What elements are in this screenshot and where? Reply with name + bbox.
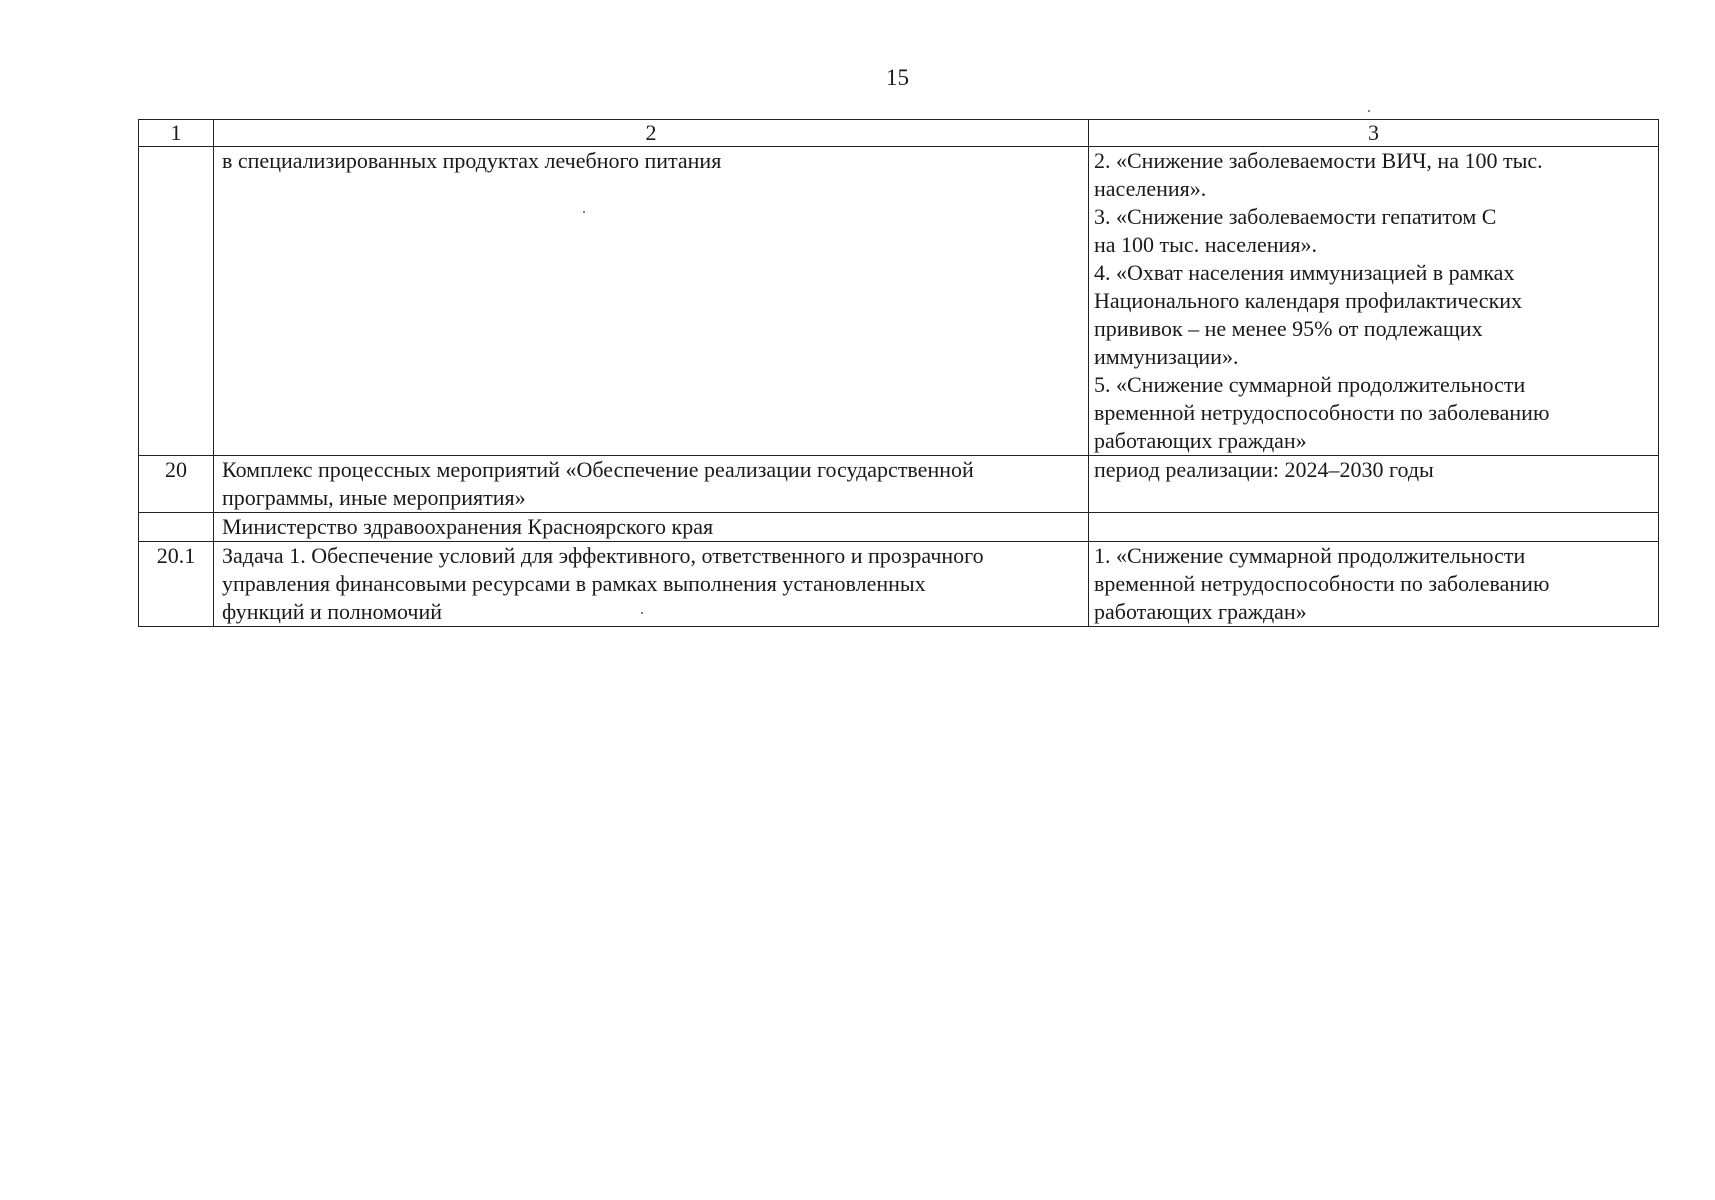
text-line: работающих граждан» (1094, 599, 1307, 624)
scan-speck (1368, 110, 1370, 112)
text-line: иммунизации». (1094, 344, 1239, 369)
text-line: Министерство здравоохранения Красноярского края (222, 514, 714, 539)
text-line: временной нетрудоспособности по заболеванию (1094, 400, 1550, 425)
row-description (214, 542, 1089, 627)
row-description (214, 513, 1089, 542)
text-line: 3. «Снижение заболеваемости гепатитом С (1094, 204, 1497, 229)
text-line: период реализации: 2024–2030 годы (1094, 457, 1434, 482)
page-number: 15 (886, 65, 909, 90)
header-col-1: 1 (139, 120, 214, 147)
text-line: Задача 1. Обеспечение условий для эффективного, ответственного и прозрачного (222, 543, 984, 568)
scan-speck (583, 211, 585, 213)
text-line: 2. «Снижение заболеваемости ВИЧ, на 100 тыс. (1094, 148, 1543, 173)
text-line: 1. «Снижение суммарной продолжительности (1094, 543, 1526, 568)
scan-speck (641, 612, 643, 614)
table-row (139, 513, 1659, 542)
text-line: программы, иные мероприятия» (222, 485, 526, 510)
text-line: прививок – не менее 95% от подлежащих (1094, 316, 1483, 341)
row-number (139, 147, 214, 456)
text-line: на 100 тыс. населения». (1094, 232, 1317, 257)
row-indicators (1089, 456, 1659, 513)
row-number (139, 513, 214, 542)
row-indicators (1089, 147, 1659, 456)
text-line: функций и полномочий (222, 599, 443, 624)
row-indicators (1089, 513, 1659, 542)
header-col-2: 2 (214, 120, 1089, 147)
text-line: работающих граждан» (1094, 428, 1307, 453)
table-row (139, 542, 1659, 627)
table-header-row (139, 120, 1659, 147)
text-line: временной нетрудоспособности по заболеванию (1094, 571, 1550, 596)
row-indicators (1089, 542, 1659, 627)
text-line: Комплекс процессных мероприятий «Обеспечение реализации государственной (222, 457, 974, 482)
table-row (139, 456, 1659, 513)
text-line: населения». (1094, 176, 1207, 201)
header-col-3: 3 (1089, 120, 1659, 147)
row-description (214, 456, 1089, 513)
text-line: управления финансовыми ресурсами в рамках выполнения установленных (222, 571, 926, 596)
text-line: Национального календаря профилактических (1094, 288, 1523, 313)
text-line: 4. «Охват населения иммунизацией в рамках (1094, 260, 1515, 285)
row-number: 20 (139, 456, 214, 513)
row-description (214, 147, 1089, 456)
row-number: 20.1 (139, 542, 214, 627)
text-line: в специализированных продуктах лечебного питания (222, 148, 722, 173)
program-table (138, 119, 1659, 627)
table-row (139, 147, 1659, 456)
text-line: 5. «Снижение суммарной продолжительности (1094, 372, 1526, 397)
